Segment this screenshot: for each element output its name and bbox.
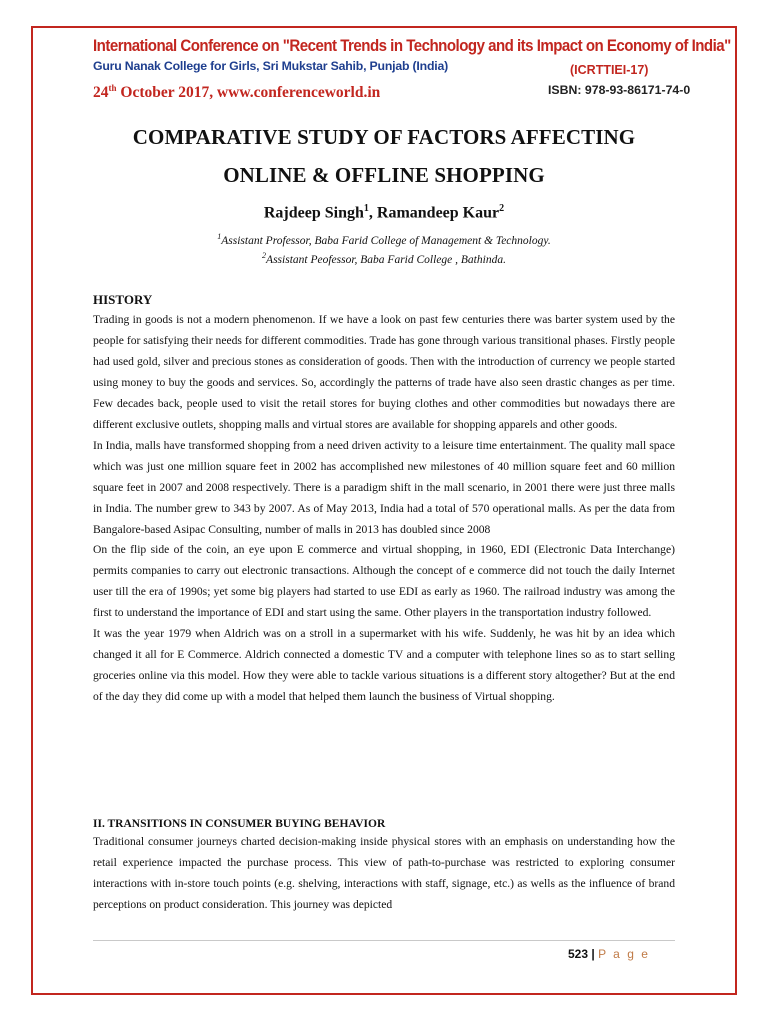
section-heading-transitions: II. TRANSITIONS IN CONSUMER BUYING BEHAVIOR xyxy=(93,818,386,830)
page-number: 523 xyxy=(568,947,589,961)
author-2-mark: 2 xyxy=(499,203,505,214)
isbn: ISBN: 978-93-86171-74-0 xyxy=(548,83,691,97)
history-section-body xyxy=(93,310,675,708)
paragraph: On the flip side of the coin, an eye upon E commerce and virtual shopping, in 1960, EDI (Electronic Data Interchange) permits companies to carry out electronic transactions. Although the concept of e commerce did not touch the daily Internet user till the era of 1990s; yet some big players had started to use EDI as early as 1960. The railroad industry was among the first to understand the importance of EDI and start using the same. Other players in the transportation industry followed. xyxy=(93,543,675,620)
paragraph: In India, malls have transformed shopping from a need driven activity to a leisure time entertainment. The quality mall space which was just one million square feet in 2002 has accomplished new milestones of 40 million square feet and 60 million square feet in 2007 and 2008 respectively. There is a paradigm shift in the mall scenario, in 2001 there were just three malls in India. The number grew to 343 by 2007. As of May 2013, India had a total of 570 operational malls. As per the data from Bangalore-based Asipac Consulting, number of malls in 2013 has doubled since 2008 xyxy=(93,438,675,536)
paper-title-line-2: ONLINE & OFFLINE SHOPPING xyxy=(223,163,545,187)
college-name: Guru Nanak College for Girls, Sri Mukstar Sahib, Punjab (India) xyxy=(93,59,449,73)
paragraph: It was the year 1979 when Aldrich was on a stroll in a supermarket with his wife. Suddenly, he was hit by an idea which changed it all for E Commerce. Aldrich connected a domestic TV and a computer with telephone lines so as to start selling groceries online via this model. How they were able to tackle various situations is a different story altogether? But at the end of the day they did come up with a model that helped them launch the business of Virtual shopping. xyxy=(93,627,675,704)
affiliation-2 xyxy=(93,249,675,267)
affiliation-1-mark: 1 xyxy=(217,232,222,241)
paper-title-line-1: COMPARATIVE STUDY OF FACTORS AFFECTING xyxy=(132,125,636,149)
author-1-mark: 1 xyxy=(363,203,369,214)
conference-header xyxy=(93,36,731,102)
conference-date xyxy=(93,78,380,103)
author-line xyxy=(93,200,675,222)
section-heading-history: HISTORY xyxy=(93,292,153,307)
conference-abbreviation: (ICRTTIEI-17) xyxy=(570,63,649,77)
transitions-section-body xyxy=(93,832,675,916)
author-separator: , xyxy=(368,204,377,222)
author-2: Ramandeep Kaur xyxy=(376,204,500,222)
footer-divider xyxy=(93,940,675,941)
affiliation-2-mark: 2 xyxy=(262,251,267,260)
affiliation-1 xyxy=(93,230,675,248)
footer-separator: | xyxy=(588,947,599,961)
paragraph: Trading in goods is not a modern phenomenon. If we have a look on past few centuries there was barter system used by the people for satisfying their needs for different commodities. Trade has gone through various transitional phases. Firstly people had used gold, silver and precious stones as consideration of goods. Then with the introduction of currency we people started using money to buy the goods and services. So, accordingly the patterns of trade have also seen drastic changes as per time. Few decades back, people used to visit the retail stores for buying clothes and other commodities but nowadays there are different exclusive outlets, shopping malls and virtual stores are available for shopping apparels and other goods. xyxy=(93,313,675,431)
affiliation-1-text: Assistant Professor, Baba Farid College of Management & Technology. xyxy=(221,234,551,247)
conference-title: International Conference on "Recent Trends in Technology and its Impact on Economy of India" xyxy=(93,37,731,55)
date-day: 24 xyxy=(93,84,109,102)
page-footer xyxy=(568,947,650,961)
date-suffix: th xyxy=(108,83,117,93)
page-label: P a g e xyxy=(598,947,650,961)
affiliation-2-text: Assistant Peofessor, Baba Farid College , Bathinda. xyxy=(266,253,506,266)
header-row-college xyxy=(93,56,683,76)
date-rest: October 2017, www.conferenceworld.in xyxy=(116,84,381,102)
paragraph: Traditional consumer journeys charted decision-making inside physical stores with an emphasis on understanding how the retail experience impacted the purchase process. This view of path-to-purchase was restricted to exploring consumer interactions with in-store touch points (e.g. shelving, interactions with staff, signage, etc.) as wells as the influence of brand perceptions on product consideration. This journey was depicted xyxy=(93,835,675,911)
author-1: Rajdeep Singh xyxy=(263,204,364,222)
header-row-date xyxy=(93,76,691,102)
